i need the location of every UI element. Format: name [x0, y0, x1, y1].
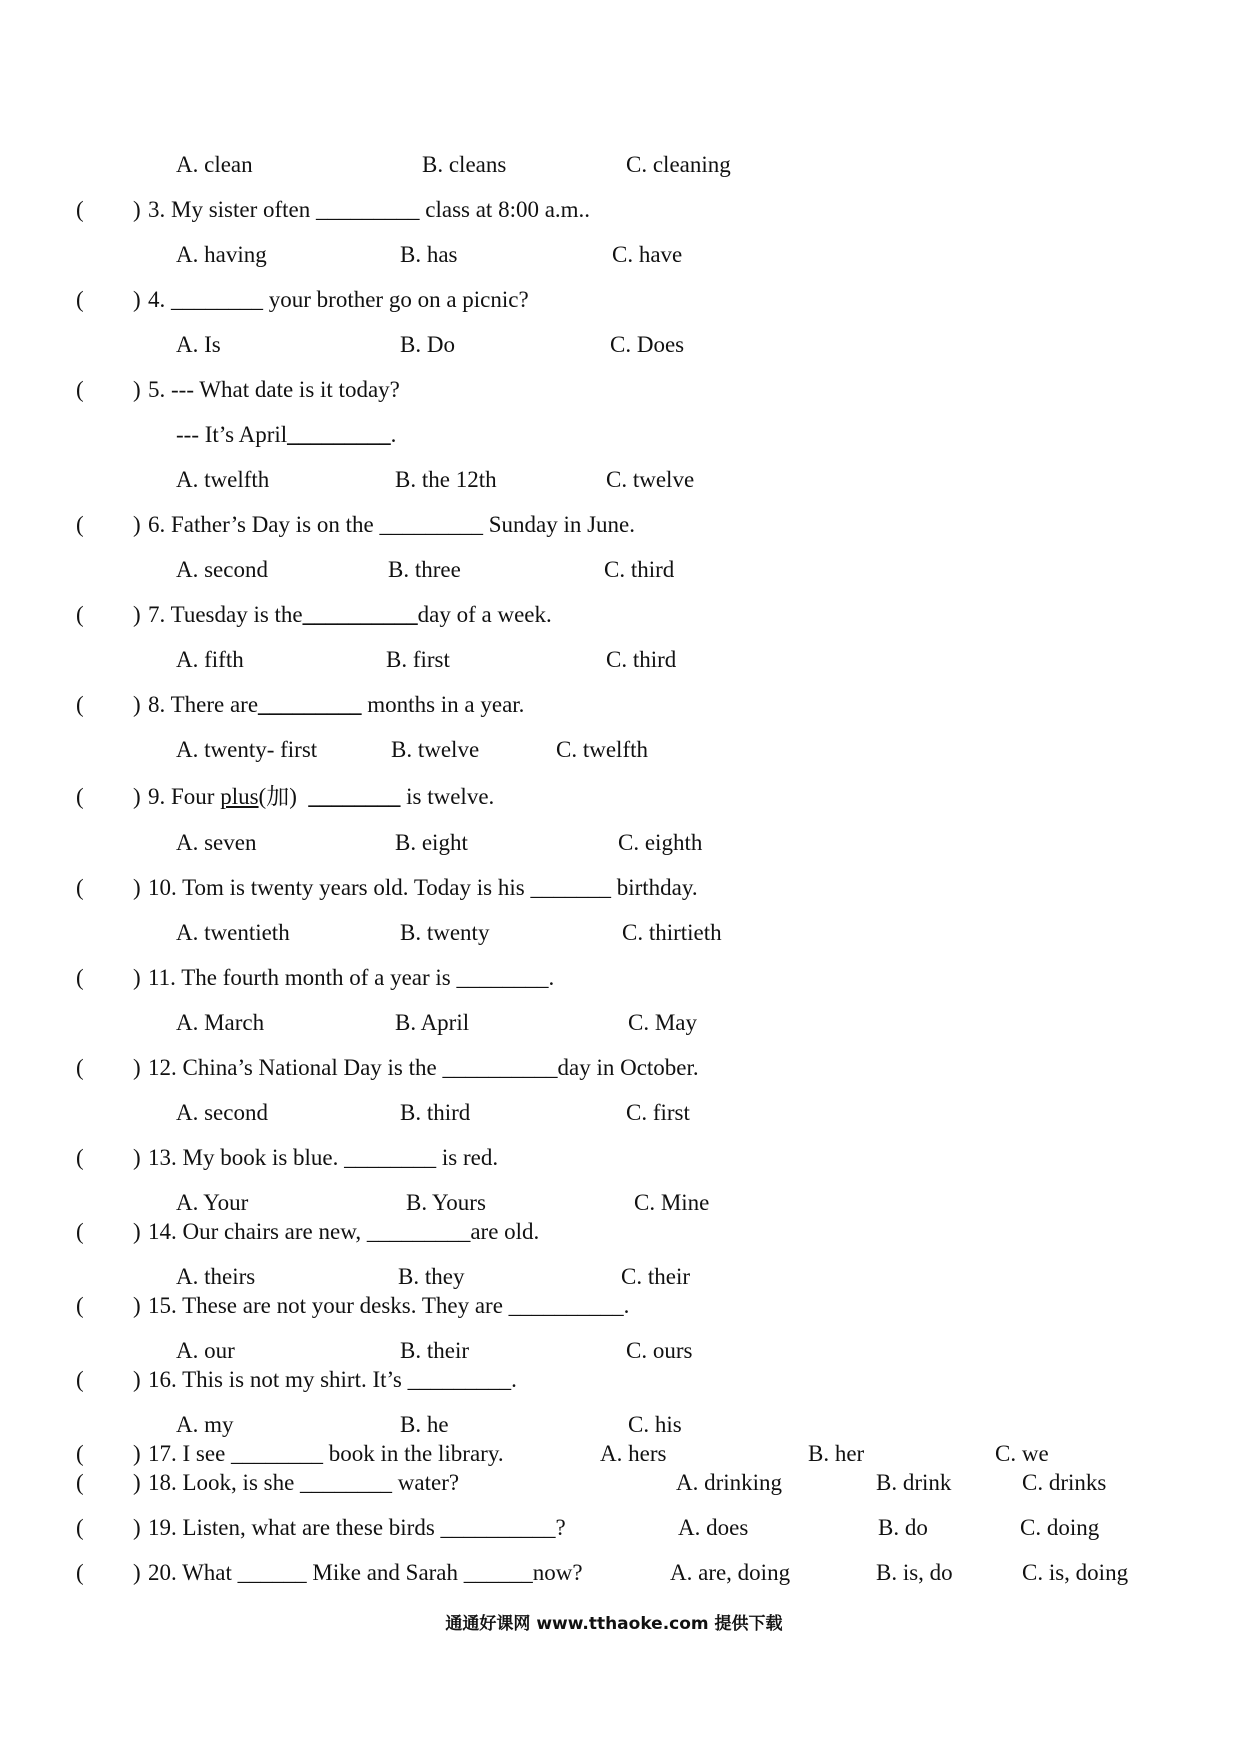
answer-paren-close: ) — [133, 1515, 141, 1540]
question-7 — [0, 600, 1240, 630]
options-row-q14 — [0, 1262, 1240, 1292]
option-a: A. twentieth — [176, 920, 290, 945]
answer-blank: _________ — [258, 692, 362, 717]
answer-paren-close: ) — [133, 1560, 141, 1585]
answer-paren-close: ) — [133, 197, 141, 222]
question-9 — [0, 782, 1240, 812]
options-row-q3 — [0, 240, 1240, 270]
option-b: B. do — [878, 1515, 928, 1540]
answer-paren-close: ) — [133, 1145, 141, 1170]
answer-paren-open: ( — [76, 1515, 84, 1540]
option-c: C. twelfth — [556, 737, 648, 762]
answer-paren-close: ) — [133, 1470, 141, 1495]
question-text: 12. China’s National Day is the __________day in October. — [148, 1055, 699, 1080]
options-row-q11 — [0, 1008, 1240, 1038]
option-b: B. their — [400, 1338, 469, 1363]
answer-paren-open: ( — [76, 602, 84, 627]
option-a: A. having — [176, 242, 267, 267]
answer-paren-close: ) — [133, 287, 141, 312]
answer-paren-close: ) — [133, 1055, 141, 1080]
question-11 — [0, 963, 1240, 993]
answer-paren-close: ) — [133, 692, 141, 717]
options-row-q13 — [0, 1188, 1240, 1218]
question-text: 20. What ______ Mike and Sarah ______now? — [148, 1560, 583, 1585]
question-text: 8. There are_________ months in a year. — [148, 692, 525, 717]
option-c: C. May — [628, 1010, 697, 1035]
answer-paren-open: ( — [76, 784, 84, 809]
answer-paren-open: ( — [76, 1219, 84, 1244]
options-row-q15 — [0, 1336, 1240, 1366]
question-text: 16. This is not my shirt. It’s _________. — [148, 1367, 517, 1392]
option-a: A. does — [678, 1515, 749, 1540]
answer-paren-close: ) — [133, 1219, 141, 1244]
question-14 — [0, 1217, 1240, 1247]
option-a: A. twelfth — [176, 467, 270, 492]
option-a: A. Your — [176, 1190, 249, 1215]
option-c: C. thirtieth — [622, 920, 722, 945]
option-c: C. Does — [610, 332, 685, 357]
question-15 — [0, 1291, 1240, 1321]
answer-paren-open: ( — [76, 1560, 84, 1585]
question-text: 5. --- What date is it today? — [148, 377, 400, 402]
answer-paren-close: ) — [133, 1293, 141, 1318]
option-a: A. second — [176, 1100, 268, 1125]
option-b: B. third — [400, 1100, 471, 1125]
answer-paren-open: ( — [76, 287, 84, 312]
option-a: A. theirs — [176, 1264, 256, 1289]
question-text: 15. These are not your desks. They are __________. — [148, 1293, 630, 1318]
options-row-q5 — [0, 465, 1240, 495]
answer-paren-open: ( — [76, 1441, 84, 1466]
option-b: B. twenty — [400, 920, 490, 945]
options-row-q2 — [0, 150, 1240, 180]
question-13 — [0, 1143, 1240, 1173]
answer-paren-close: ) — [133, 965, 141, 990]
option-c: C. third — [606, 647, 677, 672]
option-b: B. eight — [395, 830, 468, 855]
options-row-q12 — [0, 1098, 1240, 1128]
answer-paren-open: ( — [76, 965, 84, 990]
option-c: C. their — [621, 1264, 690, 1289]
option-b: B. Do — [400, 332, 455, 357]
question-8 — [0, 690, 1240, 720]
option-a: A. clean — [176, 152, 253, 177]
options-row-q4 — [0, 330, 1240, 360]
answer-paren-open: ( — [76, 692, 84, 717]
question-6 — [0, 510, 1240, 540]
options-row-q6 — [0, 555, 1240, 585]
option-c: C. drinks — [1022, 1470, 1107, 1495]
option-a: A. March — [176, 1010, 265, 1035]
question-text: 3. My sister often _________ class at 8:00 a.m.. — [148, 197, 591, 222]
options-row-q9 — [0, 828, 1240, 858]
option-a: A. second — [176, 557, 268, 582]
option-a: A. twenty- first — [176, 737, 318, 762]
options-row-q7 — [0, 645, 1240, 675]
footer-text: 通通好课网 www.tthaoke.com 提供下载 — [445, 1614, 783, 1634]
answer-blank: __________ — [302, 602, 418, 627]
option-a: A. hers — [600, 1441, 667, 1466]
question-5-answer-line — [0, 420, 1240, 450]
answer-paren-open: ( — [76, 1470, 84, 1495]
question-text: 18. Look, is she ________ water? — [148, 1470, 460, 1495]
option-c: C. third — [604, 557, 675, 582]
option-b: B. he — [400, 1412, 449, 1437]
option-b: B. three — [388, 557, 461, 582]
option-c: C. ours — [626, 1338, 693, 1363]
answer-paren-open: ( — [76, 1293, 84, 1318]
question-text: 6. Father’s Day is on the _________ Sunday in June. — [148, 512, 636, 537]
answer-blank: ________ — [308, 784, 401, 809]
options-row-q16 — [0, 1410, 1240, 1440]
question-4 — [0, 285, 1240, 315]
answer-paren-open: ( — [76, 1145, 84, 1170]
option-c: C. first — [626, 1100, 690, 1125]
question-16 — [0, 1365, 1240, 1395]
underlined-word: plus — [220, 784, 259, 809]
answer-prompt: --- It’s April_________. — [176, 422, 397, 447]
question-text: 11. The fourth month of a year is ________. — [148, 965, 555, 990]
option-c: C. his — [628, 1412, 682, 1437]
answer-paren-close: ) — [133, 875, 141, 900]
option-c: C. is, doing — [1022, 1560, 1129, 1585]
question-5 — [0, 375, 1240, 405]
question-text: 4. ________ your brother go on a picnic? — [148, 287, 529, 312]
option-a: A. seven — [176, 830, 257, 855]
question-18 — [0, 1468, 1240, 1498]
answer-paren-open: ( — [76, 197, 84, 222]
option-a: A. my — [176, 1412, 234, 1437]
option-a: A. Is — [176, 332, 221, 357]
option-b: B. drink — [876, 1470, 952, 1495]
answer-paren-close: ) — [133, 1367, 141, 1392]
option-b: B. twelve — [391, 737, 480, 762]
question-text: 7. Tuesday is the__________day of a week. — [148, 602, 552, 627]
answer-paren-open: ( — [76, 1367, 84, 1392]
question-text: 9. Four plus(加) ________ is twelve. — [148, 784, 495, 809]
option-c: C. eighth — [618, 830, 703, 855]
page-footer — [0, 1612, 1240, 1636]
option-b: B. is, do — [876, 1560, 953, 1585]
answer-paren-open: ( — [76, 875, 84, 900]
question-text: 14. Our chairs are new, _________are old. — [148, 1219, 540, 1244]
answer-paren-close: ) — [133, 512, 141, 537]
option-b: B. her — [808, 1441, 865, 1466]
option-b: B. Yours — [406, 1190, 486, 1215]
question-text: 13. My book is blue. ________ is red. — [148, 1145, 499, 1170]
option-a: A. our — [176, 1338, 235, 1363]
question-text: 17. I see ________ book in the library. — [148, 1441, 504, 1466]
answer-paren-open: ( — [76, 512, 84, 537]
question-10 — [0, 873, 1240, 903]
answer-paren-close: ) — [133, 1441, 141, 1466]
question-text: 19. Listen, what are these birds __________? — [148, 1515, 566, 1540]
option-b: B. has — [400, 242, 458, 267]
option-a: A. drinking — [676, 1470, 783, 1495]
option-a: A. fifth — [176, 647, 244, 672]
option-b: B. they — [398, 1264, 465, 1289]
option-c: C. we — [995, 1441, 1049, 1466]
question-3 — [0, 195, 1240, 225]
option-a: A. are, doing — [670, 1560, 791, 1585]
question-17 — [0, 1439, 1240, 1469]
option-b: B. April — [395, 1010, 470, 1035]
answer-paren-open: ( — [76, 377, 84, 402]
option-b: B. the 12th — [395, 467, 497, 492]
question-20 — [0, 1558, 1240, 1588]
option-c: C. twelve — [606, 467, 695, 492]
question-19 — [0, 1513, 1240, 1543]
answer-paren-close: ) — [133, 602, 141, 627]
option-b: B. cleans — [422, 152, 507, 177]
option-c: C. have — [612, 242, 683, 267]
option-b: B. first — [386, 647, 450, 672]
options-row-q10 — [0, 918, 1240, 948]
option-c: C. doing — [1020, 1515, 1100, 1540]
question-12 — [0, 1053, 1240, 1083]
question-text: 10. Tom is twenty years old. Today is his _______ birthday. — [148, 875, 698, 900]
options-row-q8 — [0, 735, 1240, 765]
option-c: C. Mine — [634, 1190, 710, 1215]
answer-paren-close: ) — [133, 377, 141, 402]
option-c: C. cleaning — [626, 152, 731, 177]
answer-paren-open: ( — [76, 1055, 84, 1080]
answer-paren-close: ) — [133, 784, 141, 809]
answer-blank: _________ — [287, 422, 391, 447]
